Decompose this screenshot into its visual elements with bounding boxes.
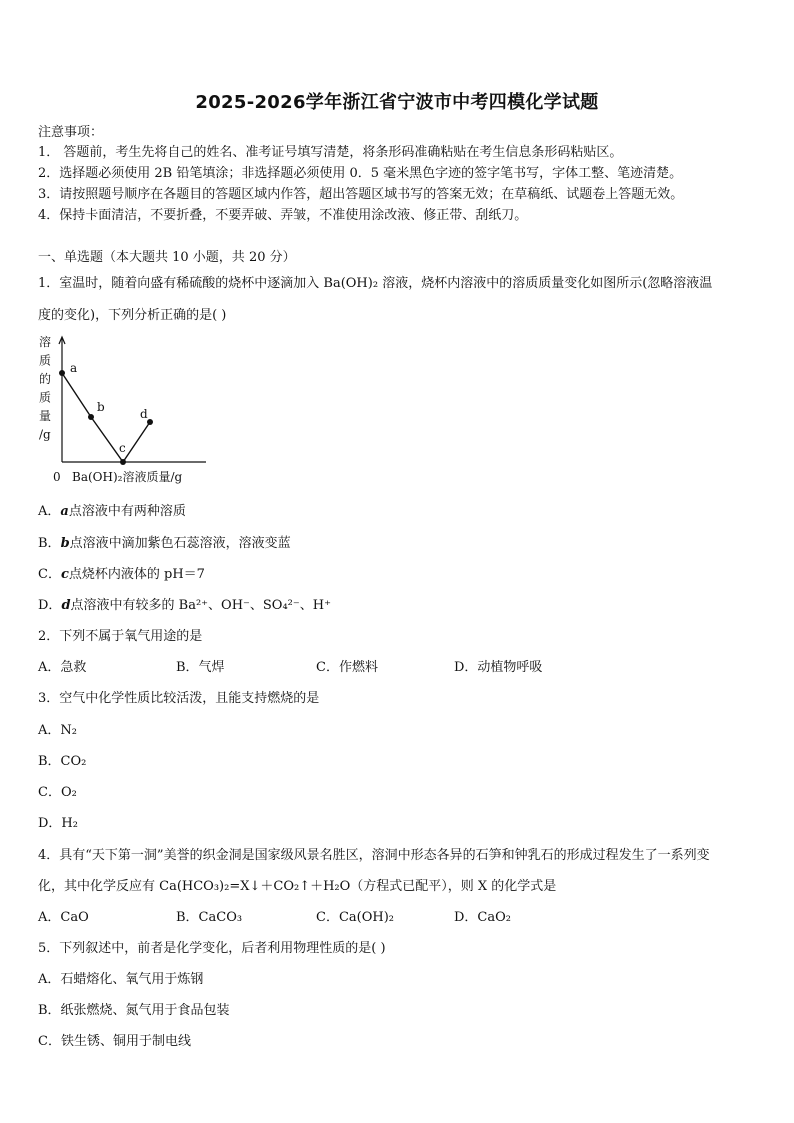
- notice-item: 4．保持卡面清洁，不要折叠，不要弄破、弄皱，不准使用涂改液、修正带、刮纸刀。: [38, 208, 528, 223]
- y-axis-label-char: 量: [39, 409, 52, 423]
- option-text: 点溶液中滴加紫色石蕊溶液，溶液变蓝: [69, 536, 291, 551]
- solute-mass-chart: [36, 332, 206, 487]
- question-1-option-b[interactable]: [38, 532, 291, 551]
- page-title: 2025-2026学年浙江省宁波市中考四模化学试题: [195, 92, 599, 113]
- option-text: 点溶液中有两种溶质: [68, 504, 186, 519]
- option-letter: C．: [38, 567, 61, 582]
- option-letter: D．: [38, 598, 62, 613]
- question-3-option-a[interactable]: A．N₂: [38, 723, 77, 738]
- question-3-option-d[interactable]: D．H₂: [38, 816, 78, 831]
- question-5-option-b[interactable]: B．纸张燃烧、氮气用于食品包装: [38, 1003, 230, 1018]
- option-point: d: [61, 598, 71, 613]
- notice-item: 2．选择题必须使用 2B 铅笔填涂；非选择题必须使用 0．5 毫米黑色字迹的签字笔书写，字体工整、笔迹清楚。: [38, 166, 683, 181]
- x-axis-label: Ba(OH)₂溶液质量/g: [72, 470, 183, 484]
- question-5-option-c[interactable]: C．铁生锈、铜用于制电线: [38, 1034, 191, 1049]
- question-4-options: [38, 906, 758, 924]
- question-4-stem-line1: 4．具有“天下第一洞”美誉的织金洞是国家级风景名胜区，溶洞中形态各异的石笋和钟乳石的形成过程发生了一系列变: [38, 848, 710, 863]
- section-heading: 一、单选题（本大题共 10 小题，共 20 分）: [38, 250, 296, 265]
- question-1-stem-line1: 1．室温时，随着向盛有稀硫酸的烧杯中逐滴加入 Ba(OH)₂ 溶液，烧杯内溶液中的溶质质量变化如图所示(忽略溶液温: [38, 276, 713, 291]
- question-2-stem: 2．下列不属于氧气用途的是: [38, 629, 203, 644]
- option-point: c: [60, 567, 69, 582]
- question-4-option-d[interactable]: D．CaO₂: [454, 910, 511, 925]
- question-1-option-c[interactable]: [38, 563, 205, 582]
- question-4-option-c[interactable]: C．Ca(OH)₂: [316, 910, 394, 925]
- question-3-stem: 3．空气中化学性质比较活泼，且能支持燃烧的是: [38, 691, 320, 706]
- question-1-option-d[interactable]: [38, 594, 331, 613]
- series-line: [62, 373, 150, 462]
- data-point-d: [147, 419, 153, 425]
- y-axis-label-char: /g: [39, 427, 51, 442]
- notice-item: 3．请按照题号顺序在各题目的答题区域内作答，超出答题区域书写的答案无效；在草稿纸、试题卷上答题无效。: [38, 187, 684, 202]
- question-5-option-a[interactable]: A．石蜡熔化、氧气用于炼钢: [38, 972, 204, 987]
- question-1-stem-line2: 度的变化)，下列分析正确的是( ): [38, 308, 227, 323]
- data-label-b: b: [97, 400, 105, 414]
- question-1-option-a[interactable]: [38, 500, 186, 519]
- option-letter: B．: [38, 536, 61, 551]
- question-4-option-a[interactable]: A．CaO: [38, 910, 89, 925]
- data-label-c: c: [119, 441, 126, 455]
- question-2-options: [38, 656, 758, 674]
- option-letter: A．: [38, 504, 61, 519]
- y-axis-label-char: 溶: [39, 335, 52, 349]
- question-4-stem-line2: 化，其中化学反应有 Ca(HCO₃)₂=X↓＋CO₂↑＋H₂O（方程式已配平），则 X 的化学式是: [38, 879, 557, 894]
- data-label-d: d: [140, 407, 148, 421]
- option-text: 点溶液中有较多的 Ba²⁺、OH⁻、SO₄²⁻、H⁺: [70, 598, 331, 613]
- y-axis-label-char: 质: [39, 390, 52, 405]
- question-2-option-c[interactable]: C．作燃料: [316, 660, 378, 675]
- data-point-a: [59, 370, 65, 376]
- question-2-option-a[interactable]: A．急救: [38, 660, 87, 675]
- question-5-stem: 5．下列叙述中，前者是化学变化，后者利用物理性质的是( ): [38, 941, 386, 956]
- data-label-a: a: [70, 361, 78, 375]
- origin-label: 0: [53, 470, 61, 484]
- notice-item: 1． 答题前，考生先将自己的姓名、准考证号填写清楚，将条形码准确粘贴在考生信息条形码粘贴区。: [38, 145, 623, 160]
- y-axis-label-char: 质: [39, 353, 52, 368]
- notice-heading: 注意事项：: [38, 125, 104, 140]
- y-axis-label-char: 的: [39, 372, 52, 386]
- option-text: 点烧杯内液体的 pH＝7: [68, 567, 205, 582]
- option-point: a: [60, 504, 69, 519]
- question-4-option-b[interactable]: B．CaCO₃: [176, 910, 243, 925]
- data-point-b: [88, 414, 94, 420]
- question-3-option-c[interactable]: C．O₂: [38, 785, 77, 800]
- question-2-option-d[interactable]: D．动植物呼吸: [454, 660, 543, 675]
- option-point: b: [60, 536, 70, 551]
- data-point-c: [120, 459, 126, 465]
- question-3-option-b[interactable]: B．CO₂: [38, 754, 87, 769]
- question-2-option-b[interactable]: B．气焊: [176, 660, 225, 675]
